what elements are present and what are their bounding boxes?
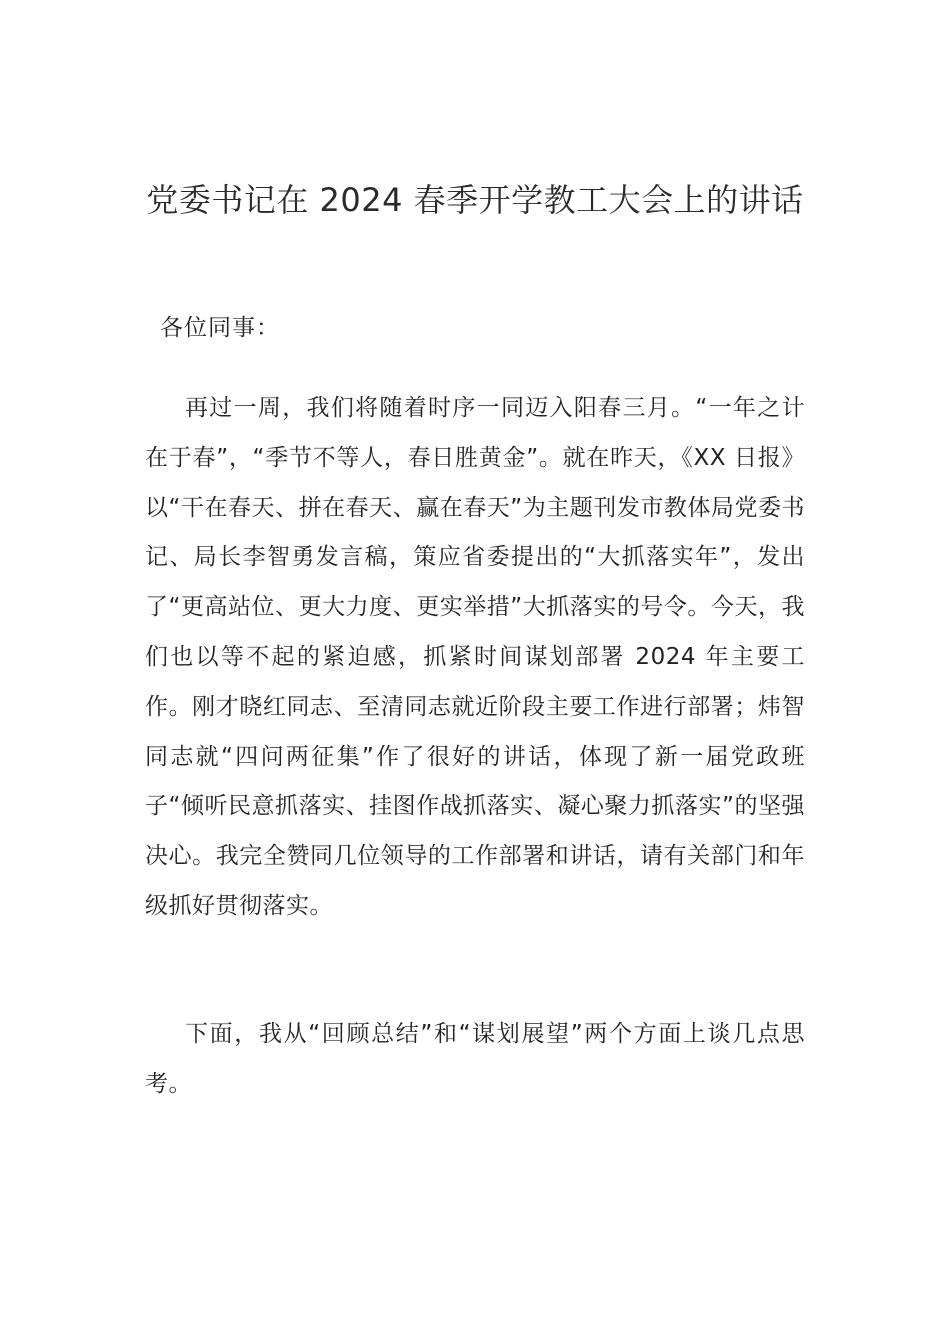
body-paragraph-1: 再过一周，我们将随着时序一同迈入阳春三月。“一年之计在于春”，“季节不等人，春日胜黄金”。就在昨天，《XX 日报》以“干在春天、拼在春天、赢在春天”为主题刊发市教体局党委书记、局长李智勇发言稿，策应省委提出的“大抓落实年”，发出了“更高站位、更大力度、更实举措”大抓落实的号令。今天，我们也以等不起的紧迫感，抓紧时间谋划部署 2024 年主要工作。刚才晓红同志、至清同志就近阶段主要工作进行部署；炜智同志就“四问两征集”作了很好的讲话，体现了新一届党政班子“倾听民意抓落实、挂图作战抓落实、凝心聚力抓落实”的坚强决心。我完全赞同几位领导的工作部署和讲话，请有关部门和年级抓好贯彻落实。 <box>145 395 805 919</box>
body-paragraph-2: 下面，我从“回顾总结”和“谋划展望”两个方面上谈几点思考。 <box>145 1021 805 1097</box>
document-title: 党委书记在 2024 春季开学教工大会上的讲话 <box>146 181 804 219</box>
salutation: 各位同事： <box>160 315 280 341</box>
